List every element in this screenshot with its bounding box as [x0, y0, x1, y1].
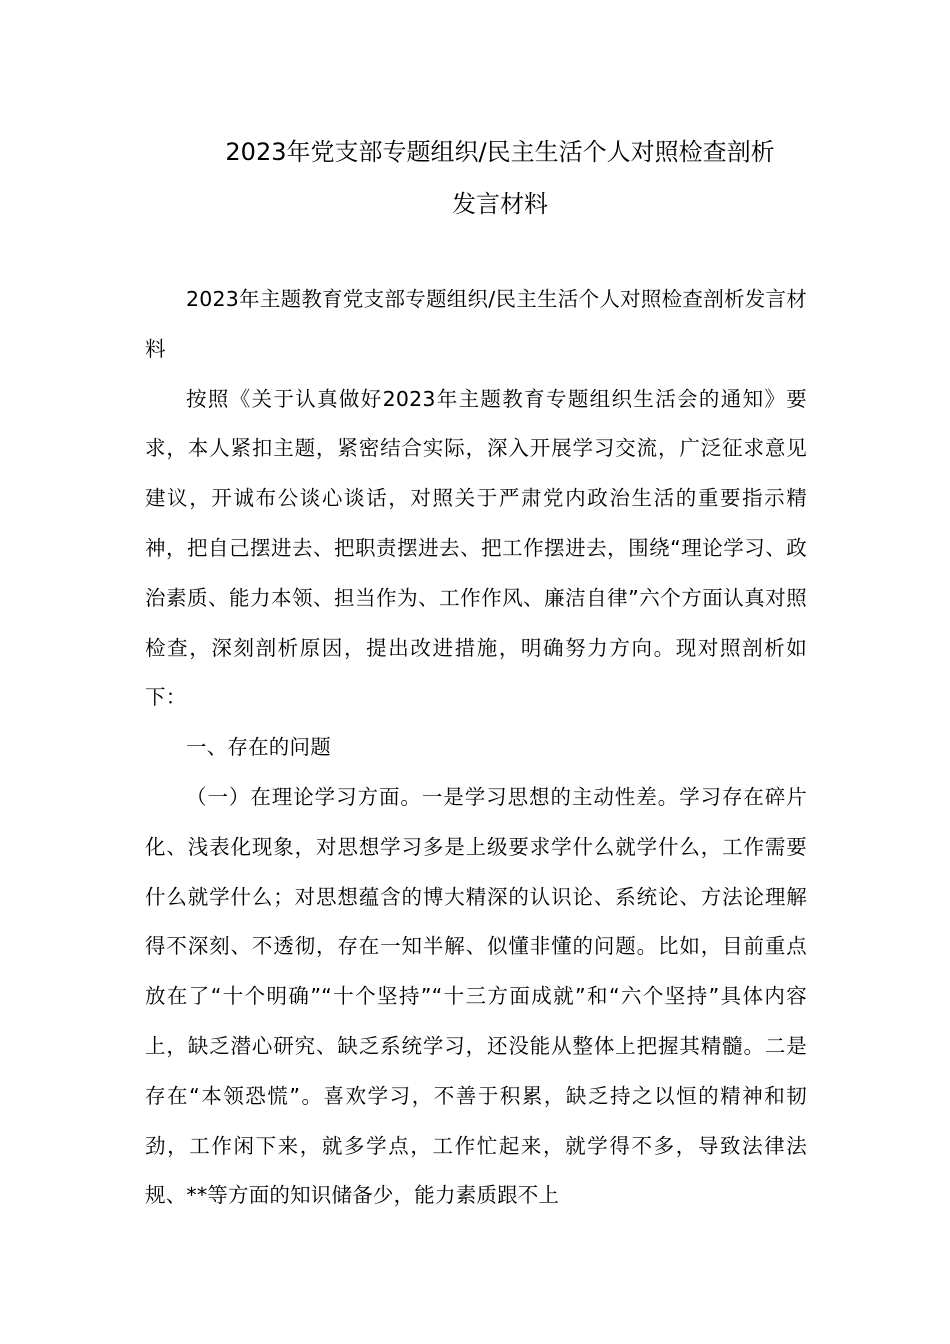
intro-paragraph: 按照《关于认真做好2023年主题教育专题组织生活会的通知》要求，本人紧扣主题，紧密结合实际，深入开展学习交流，广泛征求意见建议，开诚布公谈心谈话，对照关于严肃党内政治生活的重要指示精神，把自己摆进去、把职责摆进去、把工作摆进去，围绕“理论学习、政治素质、能力本领、担当作为、工作作风、廉洁自律”六个方面认真对照检查，深刻剖析原因，提出改进措施，明确努力方向。现对照剖析如下：: [145, 386, 807, 710]
document-body: [145, 275, 807, 1221]
subtitle-paragraph: 2023年主题教育党支部专题组织/民主生活个人对照检查剖析发言材料: [145, 287, 807, 361]
title-line-2: 发言材料: [452, 190, 548, 218]
section-heading: 一、存在的问题: [186, 735, 331, 760]
document-title: [145, 126, 855, 230]
title-line-1: 2023年党支部专题组织/民主生活个人对照检查剖析: [225, 138, 775, 166]
theory-study-paragraph: （一）在理论学习方面。一是学习思想的主动性差。学习存在碎片化、浅表化现象，对思想学习多是上级要求学什么就学什么，工作需要什么就学什么；对思想蕴含的博大精深的认识论、系统论、方法论理解得不深刻、不透彻，存在一知半解、似懂非懂的问题。比如，目前重点放在了“十个明确”“十个坚持”“十三方面成就”和“六个坚持”具体内容上，缺乏潜心研究、缺乏系统学习，还没能从整体上把握其精髓。二是存在“本领恐慌”。喜欢学习，不善于积累，缺乏持之以恒的精神和韧劲，工作闲下来，就多学点，工作忙起来，就学得不多，导致法律法规、**等方面的知识储备少，能力素质跟不上: [145, 784, 807, 1208]
